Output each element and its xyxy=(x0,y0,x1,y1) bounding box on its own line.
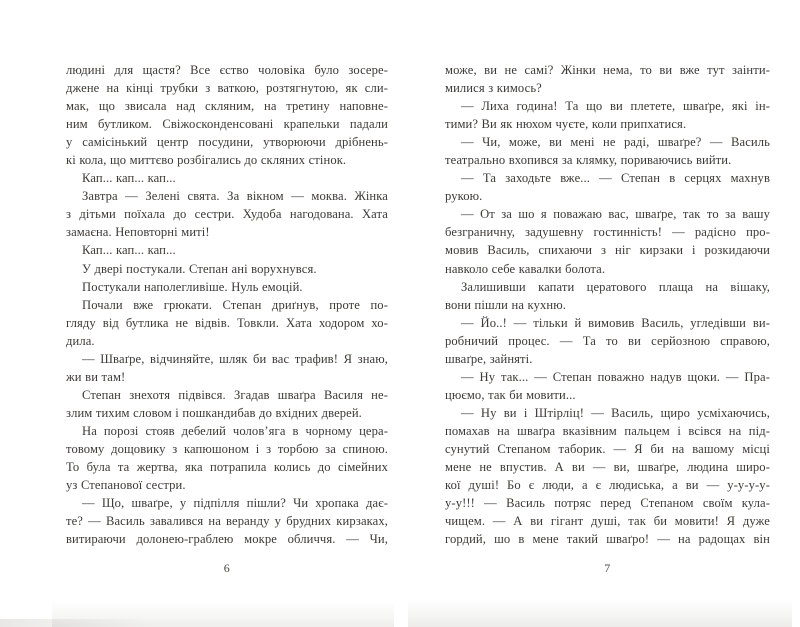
text-line: уз Степанової сестри. xyxy=(66,478,186,493)
text-line: кі кола, що миттєво розбігались до скляних стінок. xyxy=(66,153,347,168)
text-line: цюємо, так би мовити... xyxy=(445,387,576,402)
text-line: — Що, шваґре, у підпілля пішли? Чи хропака дає- xyxy=(82,496,388,511)
paragraph xyxy=(445,314,770,368)
text-line: — Шваґре, відчиняйте, шляк би вас трафив! Я знаю, xyxy=(82,351,388,366)
page-edge-shadow-right xyxy=(408,598,792,627)
text-line: гордий, шо в мене такий шваґро! — на радощах він xyxy=(445,532,770,547)
text-line: Постукали наполегливіше. Нуль емоцій. xyxy=(82,279,303,294)
text-line: ним бутликом. Свіжосконденсовані крапельки падали xyxy=(66,117,388,132)
text-line: — Та заходьте вже... — Степан в серцях махнув xyxy=(461,171,770,186)
paragraph xyxy=(66,422,388,494)
text-line: Залишивши капати цератового плаща на вішаку, xyxy=(461,279,770,294)
text-line: те? — Василь завалився на веранду у брудних кирзаках, xyxy=(66,514,388,529)
text-line: робничий процес. — Та то ви серйозною справою, xyxy=(445,333,770,348)
paragraph xyxy=(445,97,770,133)
text-line: театрально вхопився за клямку, пориваючись вийти. xyxy=(445,153,732,168)
text-line: може, ви не самі? Жінки нема, то ви вже тут заінти- xyxy=(445,63,770,77)
text-line: безграничну, задушевну гостинність! — радісно про- xyxy=(445,225,770,240)
text-line: сунутий Степаном таборик. — Я би на вашому місці xyxy=(445,441,770,456)
text-line: рукою. xyxy=(445,189,483,204)
text-line: тими? Ви як нюхом чуєте, коли припхатися. xyxy=(445,117,687,132)
paragraph xyxy=(66,61,388,169)
text-line: гляду від бутлика не відвів. Товкли. Хата ходором хо- xyxy=(66,315,388,330)
paragraph xyxy=(66,494,388,548)
text-line: — Чи, може, ви мені не раді, шваґре? — Василь xyxy=(461,135,770,150)
text-line: мак, що звисала над скляним, на третину наповне- xyxy=(66,99,388,114)
text-line: злим тихим словом і пошкандибав до вхідних дверей. xyxy=(66,405,362,420)
text-line: витираючи долонею-граблею мокре обличчя. — Чи, xyxy=(66,532,388,547)
paragraph xyxy=(445,169,770,205)
paragraph xyxy=(445,205,770,277)
text-line: навколо себе кавалки болота. xyxy=(445,261,606,276)
text-line: Почали вже грюкати. Степан дриґнув, проте по- xyxy=(82,297,388,312)
text-line: дила. xyxy=(66,333,95,348)
text-line: кої душі! Бо є люди, а є людиська, а ви — у-у-у-у- xyxy=(445,478,770,493)
text-line: — От за шо я поважаю вас, шваґре, так то за вашу xyxy=(461,207,770,222)
page-text xyxy=(445,61,770,548)
text-line: мене не впустив. А ви — ви, шваґре, людина широ- xyxy=(445,460,770,475)
text-line: — Ну так... — Степан поважно надув щоки. — Пра- xyxy=(461,369,770,384)
text-line: вони пішли на кухню. xyxy=(445,297,566,312)
paragraph xyxy=(66,386,388,422)
text-line: у самісінький центр посудини, утворюючи дрібнень- xyxy=(66,135,388,150)
page-right xyxy=(445,61,770,575)
text-line: — Лиха година! Та що ви плетете, шваґре, які ін- xyxy=(461,99,770,114)
paragraph xyxy=(66,169,388,187)
text-line: милися з кимось? xyxy=(445,81,542,96)
page-number: 7 xyxy=(604,561,611,575)
text-line: Степан знехотя підвівся. Згадав шваґра Василя не- xyxy=(82,387,388,402)
paragraph xyxy=(445,133,770,169)
page-left xyxy=(66,61,388,575)
paragraph xyxy=(66,187,388,241)
text-line: шваґре, зайняті. xyxy=(445,351,533,366)
page-text xyxy=(66,61,388,548)
text-line: Кап... кап... кап... xyxy=(82,243,176,258)
text-line: мовив Василь, спихаючи з ніг кирзаки і розкидаючи xyxy=(445,243,770,258)
text-line: Завтра — Зелені свята. За вікном — моква. Жінка xyxy=(82,189,388,204)
text-line: У двері постукали. Степан ані ворухнувся. xyxy=(82,261,317,276)
paragraph xyxy=(445,278,770,314)
text-line: На порозі стояв дебелий чолов’яга в чорному цера- xyxy=(82,423,388,438)
text-line: То була та жертва, яка потрапила колись до сімейних xyxy=(66,460,388,475)
paragraph xyxy=(66,350,388,386)
paragraph xyxy=(445,61,770,97)
text-line: чищем. — А ви гігант душі, так би мовити! Я дуже xyxy=(445,514,770,529)
text-line: помахав на шваґра вказівним пальцем і всівся на під- xyxy=(445,423,770,438)
paragraph xyxy=(66,278,388,296)
text-line: — Йо..! — тільки й вимовив Василь, угледівши ви- xyxy=(461,315,770,330)
paragraph xyxy=(66,296,388,350)
paragraph xyxy=(445,368,770,404)
text-line: людині для щастя? Все єство чоловіка було зосере- xyxy=(66,63,388,77)
page-number: 6 xyxy=(223,561,231,575)
text-line: замаєна. Неповторні миті! xyxy=(66,225,210,240)
text-line: у-у!!! — Василь потряс перед Степаном своїм кула- xyxy=(445,496,770,511)
text-line: жи ви там! xyxy=(66,369,126,384)
page-edge-shadow-left xyxy=(52,601,394,627)
text-line: товому дощовику з капюшоном і з торбою за спиною. xyxy=(66,441,388,456)
page-corner-shadow xyxy=(0,619,150,627)
text-line: — Ну ви і Штірліц! — Василь, щиро усміхаючись, xyxy=(461,405,770,420)
text-line: Кап... кап... кап... xyxy=(82,171,176,186)
text-line: джене на кінці трубки з ваткою, розтягнутою, як сли- xyxy=(66,81,388,96)
paragraph xyxy=(66,241,388,259)
paragraph xyxy=(445,404,770,548)
paragraph xyxy=(66,260,388,278)
text-line: з дітьми поїхала до сестри. Худоба нагодована. Хата xyxy=(66,207,388,222)
